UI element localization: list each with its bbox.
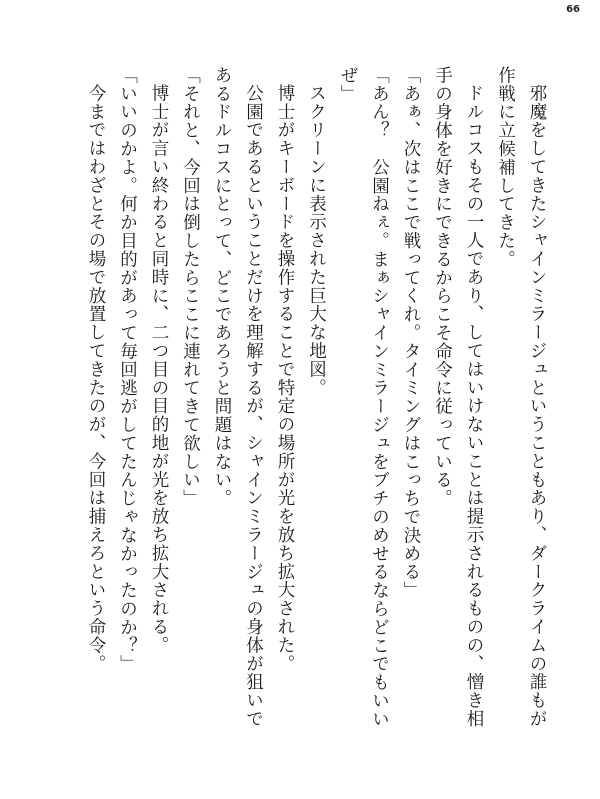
text-line: 「あん？ 公園ねぇ。まぁシャインミラージュをブチのめせるならどこでもいい [369,66,390,729]
page-number: 66 [566,4,580,15]
text-line: ぜ」 [338,66,358,103]
novel-text [52,66,552,766]
text-line: 公園であるということだけを理解するが、シャインミラージュの身体が狙いで [243,83,264,728]
text-line: 手の身体を好きにできるからこそ命令に従っている。 [432,66,453,508]
text-line: 「あぁ、次はここで戦ってくれ。タイミングはこっちで決める」 [401,66,421,600]
text-line: あるドルコスにとって、どこであろうと問題はない。 [212,66,232,508]
text-line: 今まではわざとその場で放置してきたのが、今回は捕えろという命令。 [86,83,106,673]
text-line: スクリーンに表示された巨大な地図。 [306,83,327,397]
text-line: 博士がキーボードを操作することで特定の場所が光を放ち拡大された。 [275,83,295,673]
text-line: 「いいのかよ。何か目的があって毎回逃がしてたんじゃなかったのか？」 [117,66,138,674]
text-line: 「それと、今回は倒したらここに連れてきて欲しい」 [180,66,201,508]
text-line: 博士が言い終わると同時に、二つ目の目的地が光を放ち拡大される。 [149,83,169,654]
text-line: 邪魔をしてきたシャインミラージュということもあり、ダークライムの誰もが [527,83,547,728]
text-line: 作戦に立候補してきた。 [495,66,516,269]
text-line: ドルコスもその一人であり、してはいけないことは提示されるものの、憎き相 [464,83,484,728]
